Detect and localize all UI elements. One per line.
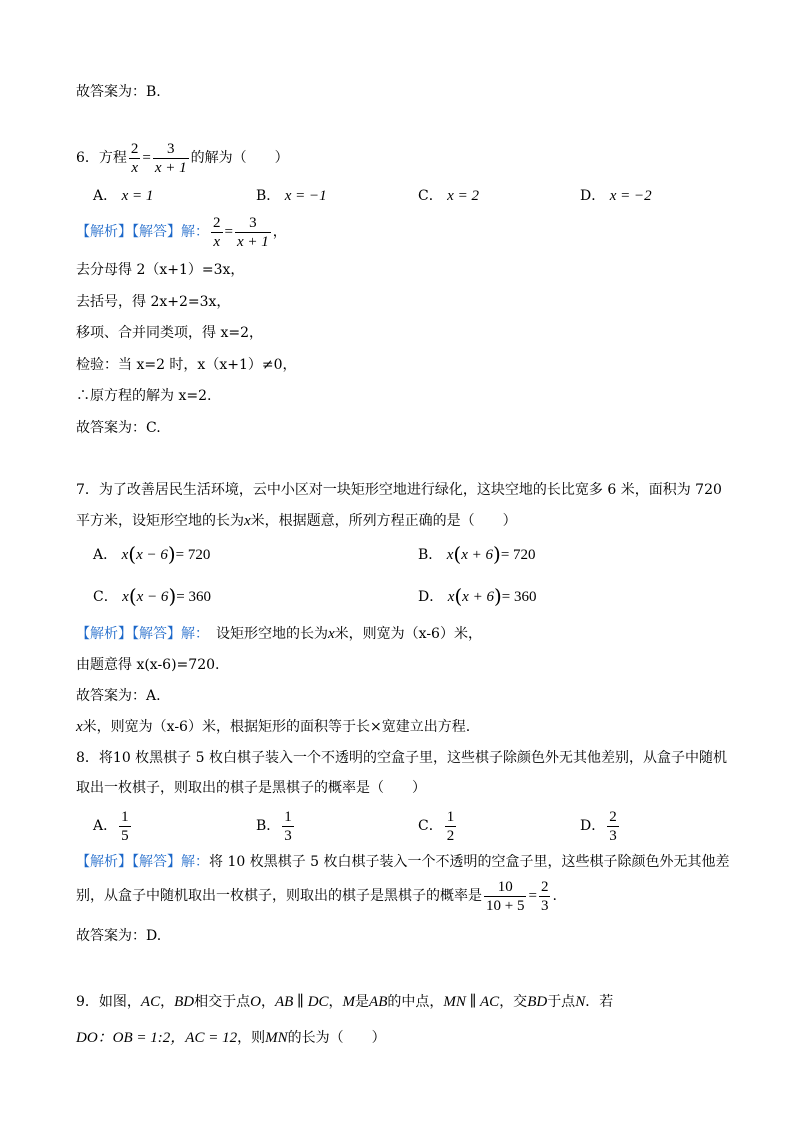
text: ．若 xyxy=(585,994,614,1010)
var: BD xyxy=(527,994,548,1010)
q7-option-a[interactable]: A． x(x − 6)= 720 xyxy=(93,542,211,566)
q6-option-b[interactable] xyxy=(256,186,327,206)
option-letter: A． xyxy=(93,188,118,204)
text: ， xyxy=(160,994,175,1010)
q6-answer: 故答案为：C. xyxy=(76,420,161,436)
q8-answer: 故答案为：D. xyxy=(76,928,162,944)
eq-sign: = xyxy=(528,888,537,904)
text: 相交于点 xyxy=(194,994,251,1010)
text: ， xyxy=(328,994,343,1010)
option-letter: B． xyxy=(256,188,281,204)
text: 米，则宽为（x-6）米， xyxy=(334,626,482,642)
q6-fraction-right xyxy=(153,140,189,177)
q8-option-c[interactable] xyxy=(418,806,458,846)
q8-solution-line2 xyxy=(76,876,557,916)
punct: . xyxy=(552,888,557,904)
var: DO：OB = 1:2，AC = 12 xyxy=(76,1030,238,1046)
q6-frac-right-den: x + 1 xyxy=(154,159,187,176)
var: M xyxy=(342,994,356,1010)
solution-tag: 【解析】【解答】解： xyxy=(76,224,209,240)
q8-option-a[interactable] xyxy=(93,806,133,846)
q8-option-d[interactable] xyxy=(580,806,621,846)
q6-step-1: 去分母得 2（x+1）=3x， xyxy=(76,262,245,278)
frac-den: 2 xyxy=(446,827,455,844)
text: 于点 xyxy=(547,994,576,1010)
frac-den: x + 1 xyxy=(236,233,269,250)
var: MN ∥ AC xyxy=(443,994,500,1010)
q7-option-b[interactable]: B． x(x + 6)= 720 xyxy=(418,542,536,566)
q6-eq-sign: = xyxy=(142,150,151,166)
q6-stem-prefix: 6．方程 xyxy=(76,150,127,166)
rhs: = 360 xyxy=(176,589,211,605)
q9-stem-line1 xyxy=(76,992,613,1012)
frac-den: 3 xyxy=(284,827,292,844)
q5-answer: 故答案为：B. xyxy=(76,84,161,100)
var: x xyxy=(328,626,335,642)
q7-option-c[interactable]: C． x(x − 6)= 360 xyxy=(93,584,211,608)
solution-tag: 【解析】【解答】解： xyxy=(76,854,209,870)
q6-frac-left-den: x xyxy=(131,159,138,176)
option-fraction xyxy=(445,808,457,845)
var: x xyxy=(76,719,83,735)
var: x xyxy=(121,547,129,563)
var: BD xyxy=(174,994,195,1010)
frac-num: 3 xyxy=(235,214,271,233)
option-letter: A． xyxy=(93,547,118,563)
option-expr: x = 2 xyxy=(447,188,479,204)
option-fraction xyxy=(282,808,294,845)
frac-num: 2 xyxy=(540,878,549,895)
q7-answer: 故答案为：A. xyxy=(76,688,161,704)
var: O xyxy=(250,994,261,1010)
var: AB xyxy=(369,994,388,1010)
frac-num: 10 xyxy=(484,878,526,897)
q6-frac-right-num: 3 xyxy=(153,140,189,159)
rhs: = 720 xyxy=(175,547,211,563)
text: 米，则宽为（x-6）米，根据矩形的面积等于长×宽建立出方程. xyxy=(82,719,471,735)
q6-solution-head xyxy=(76,212,287,252)
rhs: = 720 xyxy=(500,547,536,563)
option-letter: D． xyxy=(580,818,606,834)
text: ，则 xyxy=(237,1030,266,1046)
frac-den: 10 + 5 xyxy=(486,897,525,914)
q6-stem-suffix: 的解为（ ） xyxy=(190,150,289,166)
var: x xyxy=(447,589,455,605)
q8-frac-2 xyxy=(539,878,551,915)
q6-sol-fraction-left xyxy=(211,214,223,251)
q6-step-5: ∴原方程的解为 x=2. xyxy=(76,388,212,404)
q6-frac-left-num: 2 xyxy=(130,140,139,157)
frac-num: 1 xyxy=(121,808,129,825)
text: 9．如图， xyxy=(76,994,141,1010)
var: N xyxy=(575,994,586,1010)
frac-den: 3 xyxy=(609,827,617,844)
text: 设矩形空地的长为 xyxy=(202,626,328,642)
option-letter: C． xyxy=(418,818,443,834)
option-expr: x = −2 xyxy=(609,188,652,204)
frac-num: 1 xyxy=(446,808,455,825)
var: AC xyxy=(140,994,161,1010)
var: x xyxy=(122,589,129,605)
q6-option-d[interactable] xyxy=(580,186,652,206)
q6-step-3: 移项、合并同类项，得 x=2， xyxy=(76,325,263,341)
option-letter: D． xyxy=(418,589,444,605)
frac-num: 1 xyxy=(284,808,292,825)
option-letter: B． xyxy=(256,818,281,834)
option-letter: D． xyxy=(580,188,606,204)
frac-den: 3 xyxy=(540,897,549,914)
q7-stem-line1: 7．为了改善居民生活环境，云中小区对一块矩形空地进行绿化，这块空地的长比宽多 6 米，面积为 720 xyxy=(76,482,722,498)
q6-fraction-left xyxy=(129,140,141,177)
option-expr: x = 1 xyxy=(121,188,154,204)
inner: x − 6 xyxy=(136,547,168,563)
q8-stem-line2: 取出一枚棋子，则取出的棋子是黑棋子的概率是（ ） xyxy=(76,780,426,796)
q7-step: 由题意得 x(x-6)=720. xyxy=(76,657,220,673)
text: 平方米，设矩形空地的长为 xyxy=(76,513,244,529)
q6-step-4: 检验：当 x=2 时，x（x+1）≠0， xyxy=(76,357,297,373)
option-letter: C． xyxy=(418,188,443,204)
q6-option-a[interactable] xyxy=(93,186,153,206)
solution-tag: 【解析】【解答】解： xyxy=(76,626,202,642)
text: 是 xyxy=(355,994,370,1010)
inner: x − 6 xyxy=(136,589,169,605)
q6-sol-fraction-right xyxy=(235,214,271,251)
inner: x + 6 xyxy=(462,589,494,605)
option-letter: B． xyxy=(418,547,443,563)
option-fraction xyxy=(119,808,131,845)
option-fraction xyxy=(607,808,619,845)
rhs: = 360 xyxy=(501,589,537,605)
text: 的中点， xyxy=(387,994,444,1010)
q7-option-d[interactable]: D． x(x + 6)= 360 xyxy=(418,584,537,608)
var: AB ∥ DC xyxy=(274,994,329,1010)
frac-den: x xyxy=(213,233,221,250)
q7-stem-line2 xyxy=(76,511,517,531)
inner: x + 6 xyxy=(461,547,494,563)
frac-num: 2 xyxy=(213,214,221,231)
q7-note xyxy=(76,717,470,737)
text: 的长为（ ） xyxy=(287,1030,386,1046)
option-letter: C． xyxy=(93,589,118,605)
q8-option-b[interactable] xyxy=(256,806,296,846)
q8-frac-1 xyxy=(484,878,526,915)
text: 米，根据题意，所列方程正确的是（ ） xyxy=(250,513,517,529)
eq-sign: = xyxy=(224,224,233,240)
q9-stem-line2 xyxy=(76,1028,386,1048)
var: x xyxy=(244,513,251,529)
text: 将 10 枚黑棋子 5 枚白棋子装入一个不透明的空盒子里，这些棋子除颜色外无其他差 xyxy=(209,854,730,870)
q6-option-c[interactable] xyxy=(418,186,479,206)
option-letter: A． xyxy=(93,818,118,834)
q8-stem-line1: 8．将10 枚黑棋子 5 枚白棋子装入一个不透明的空盒子里，这些棋子除颜色外无其他差别，从盒子中随机 xyxy=(76,750,727,766)
text: ， xyxy=(260,994,275,1010)
punct: ， xyxy=(272,224,287,240)
frac-num: 2 xyxy=(609,808,617,825)
text: 别，从盒子中随机取出一枚棋子，则取出的棋子是黑棋子的概率是 xyxy=(76,888,482,904)
q6-step-2: 去括号，得 2x+2=3x， xyxy=(76,294,231,310)
q8-solution-line1 xyxy=(76,852,730,872)
frac-den: 5 xyxy=(121,827,129,844)
var: x xyxy=(446,547,454,563)
option-expr: x = −1 xyxy=(284,188,327,204)
q6-stem xyxy=(76,138,289,178)
text: ，交 xyxy=(499,994,528,1010)
var: MN xyxy=(265,1030,288,1046)
q7-solution-head xyxy=(76,624,482,644)
